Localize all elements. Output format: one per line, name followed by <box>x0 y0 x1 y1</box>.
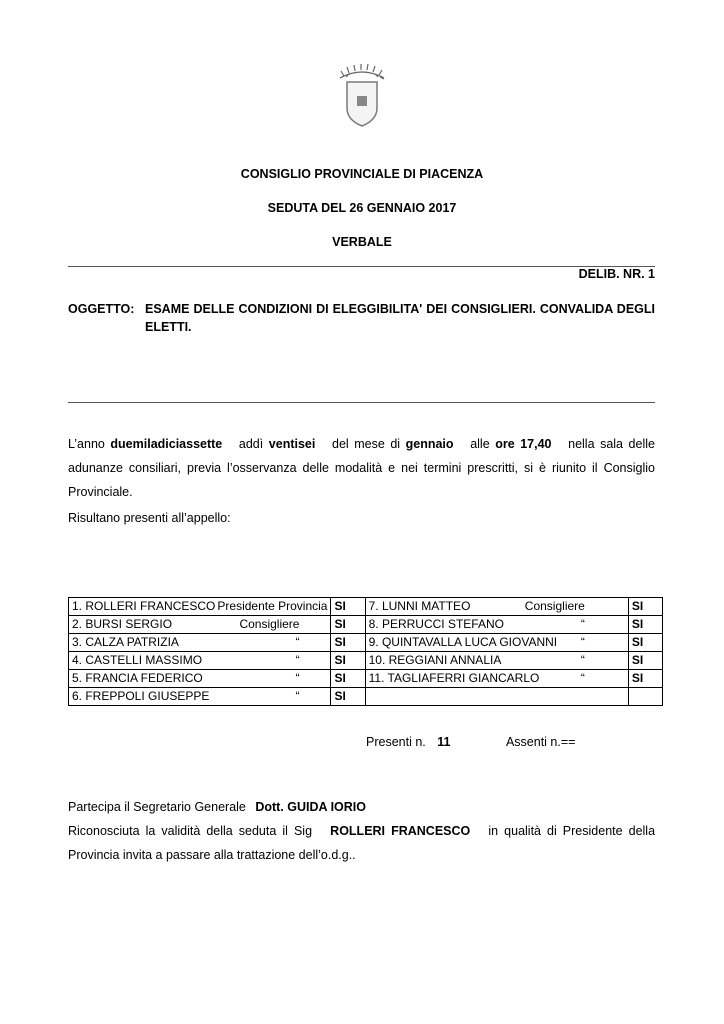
table-row <box>69 598 663 616</box>
secretary-line <box>68 795 655 819</box>
attendee-role: Consigliere <box>239 617 300 631</box>
presence-mark: SI <box>628 598 662 616</box>
attendee-role: “ <box>295 671 300 685</box>
table-row <box>69 670 663 688</box>
absent-label: Assenti n.== <box>505 735 576 749</box>
attendee-cell <box>69 652 331 670</box>
attendee-cell <box>365 634 628 652</box>
intro-part: alle <box>470 437 490 451</box>
presence-mark: SI <box>628 652 662 670</box>
president-name: ROLLERI FRANCESCO <box>330 824 471 838</box>
presence-mark: SI <box>331 598 365 616</box>
presence-mark: SI <box>331 616 365 634</box>
validity-paragraph <box>68 819 655 867</box>
attendee-role: “ <box>580 671 585 685</box>
presence-mark: SI <box>628 634 662 652</box>
attendee-name: 3. CALZA PATRIZIA <box>72 635 179 649</box>
attendee-role: Consigliere <box>524 599 585 613</box>
secretary-intro: Partecipa il Segretario Generale <box>68 800 246 814</box>
table-row <box>69 616 663 634</box>
attendee-name: 7. LUNNI MATTEO <box>368 599 471 613</box>
attendee-cell <box>69 688 331 706</box>
attendee-cell <box>365 616 628 634</box>
attendee-name: 6. FREPPOLI GIUSEPPE <box>72 689 210 703</box>
intro-paragraph <box>68 432 655 504</box>
attendee-cell <box>365 688 628 706</box>
presence-mark: SI <box>331 670 365 688</box>
attendee-role: “ <box>295 689 300 703</box>
intro-part: addì <box>238 437 264 451</box>
attendee-role: “ <box>580 617 585 631</box>
intro-part: del mese di <box>332 437 401 451</box>
attendee-role: Presidente Provincia <box>217 599 328 613</box>
deliberation-number: DELIB. NR. 1 <box>578 267 655 281</box>
attendee-name: 10. REGGIANI ANNALIA <box>368 653 502 667</box>
attendee-name: 11. TAGLIAFERRI GIANCARLO <box>368 671 540 685</box>
present-label: Presenti n. <box>366 735 426 749</box>
intro-month: gennaio <box>405 437 454 451</box>
subject-label: OGGETTO: <box>68 302 135 316</box>
presence-mark: SI <box>331 688 365 706</box>
secretary-name: Dott. GUIDA IORIO <box>255 800 366 814</box>
table-row <box>69 634 663 652</box>
attendee-name: 2. BURSI SERGIO <box>72 617 173 631</box>
attendee-role: “ <box>295 653 300 667</box>
attendee-cell <box>69 670 331 688</box>
intro-part: nella sala delle adunanze consiliari, previa l’osservanza delle modalità e nei termini prescritti, si è riunito il Consiglio Provinciale. <box>68 437 655 499</box>
attendee-cell <box>69 616 331 634</box>
attendee-role: “ <box>295 635 300 649</box>
attendee-name: 8. PERRUCCI STEFANO <box>368 617 504 631</box>
attendee-name: 9. QUINTAVALLA LUCA GIOVANNI <box>368 635 558 649</box>
provincial-crest-icon <box>334 64 390 128</box>
attendance-table <box>68 597 663 706</box>
attendee-role: “ <box>580 653 585 667</box>
intro-day: ventisei <box>268 437 316 451</box>
table-row <box>69 652 663 670</box>
presence-mark <box>628 688 662 706</box>
council-title: CONSIGLIO PROVINCIALE DI PIACENZA <box>240 167 484 181</box>
subject-text: ESAME DELLE CONDIZIONI DI ELEGGIBILITA' DEI CONSIGLIERI. CONVALIDA DEGLI ELETTI. <box>145 302 655 334</box>
attendee-cell <box>365 598 628 616</box>
session-date: SEDUTA DEL 26 GENNAIO 2017 <box>267 201 457 215</box>
subject-divider <box>68 402 655 403</box>
presence-mark: SI <box>628 670 662 688</box>
present-count: 11 <box>437 735 451 749</box>
table-row <box>69 688 663 706</box>
validity-part: in qualità di Presidente della Provincia invita a passare alla trattazione dell’o.d.g.. <box>68 824 656 862</box>
attendee-name: 5. FRANCIA FEDERICO <box>72 671 203 685</box>
attendee-role: “ <box>580 635 585 649</box>
attendee-cell <box>69 634 331 652</box>
validity-part: Riconosciuta la validità della seduta il Sig <box>68 824 313 838</box>
document-type: VERBALE <box>332 235 392 249</box>
presence-mark: SI <box>331 652 365 670</box>
presence-mark: SI <box>628 616 662 634</box>
roll-call-line: Risultano presenti all’appello: <box>68 511 231 525</box>
attendee-cell <box>365 652 628 670</box>
intro-year: duemiladiciassette <box>110 437 223 451</box>
intro-part: L’anno <box>68 437 105 451</box>
attendee-name: 1. ROLLERI FRANCESCO <box>72 599 216 613</box>
attendee-cell <box>69 598 331 616</box>
intro-time: ore 17,40 <box>495 437 552 451</box>
attendance-totals <box>366 735 575 749</box>
attendee-cell <box>365 670 628 688</box>
presence-mark: SI <box>331 634 365 652</box>
attendee-name: 4. CASTELLI MASSIMO <box>72 653 203 667</box>
